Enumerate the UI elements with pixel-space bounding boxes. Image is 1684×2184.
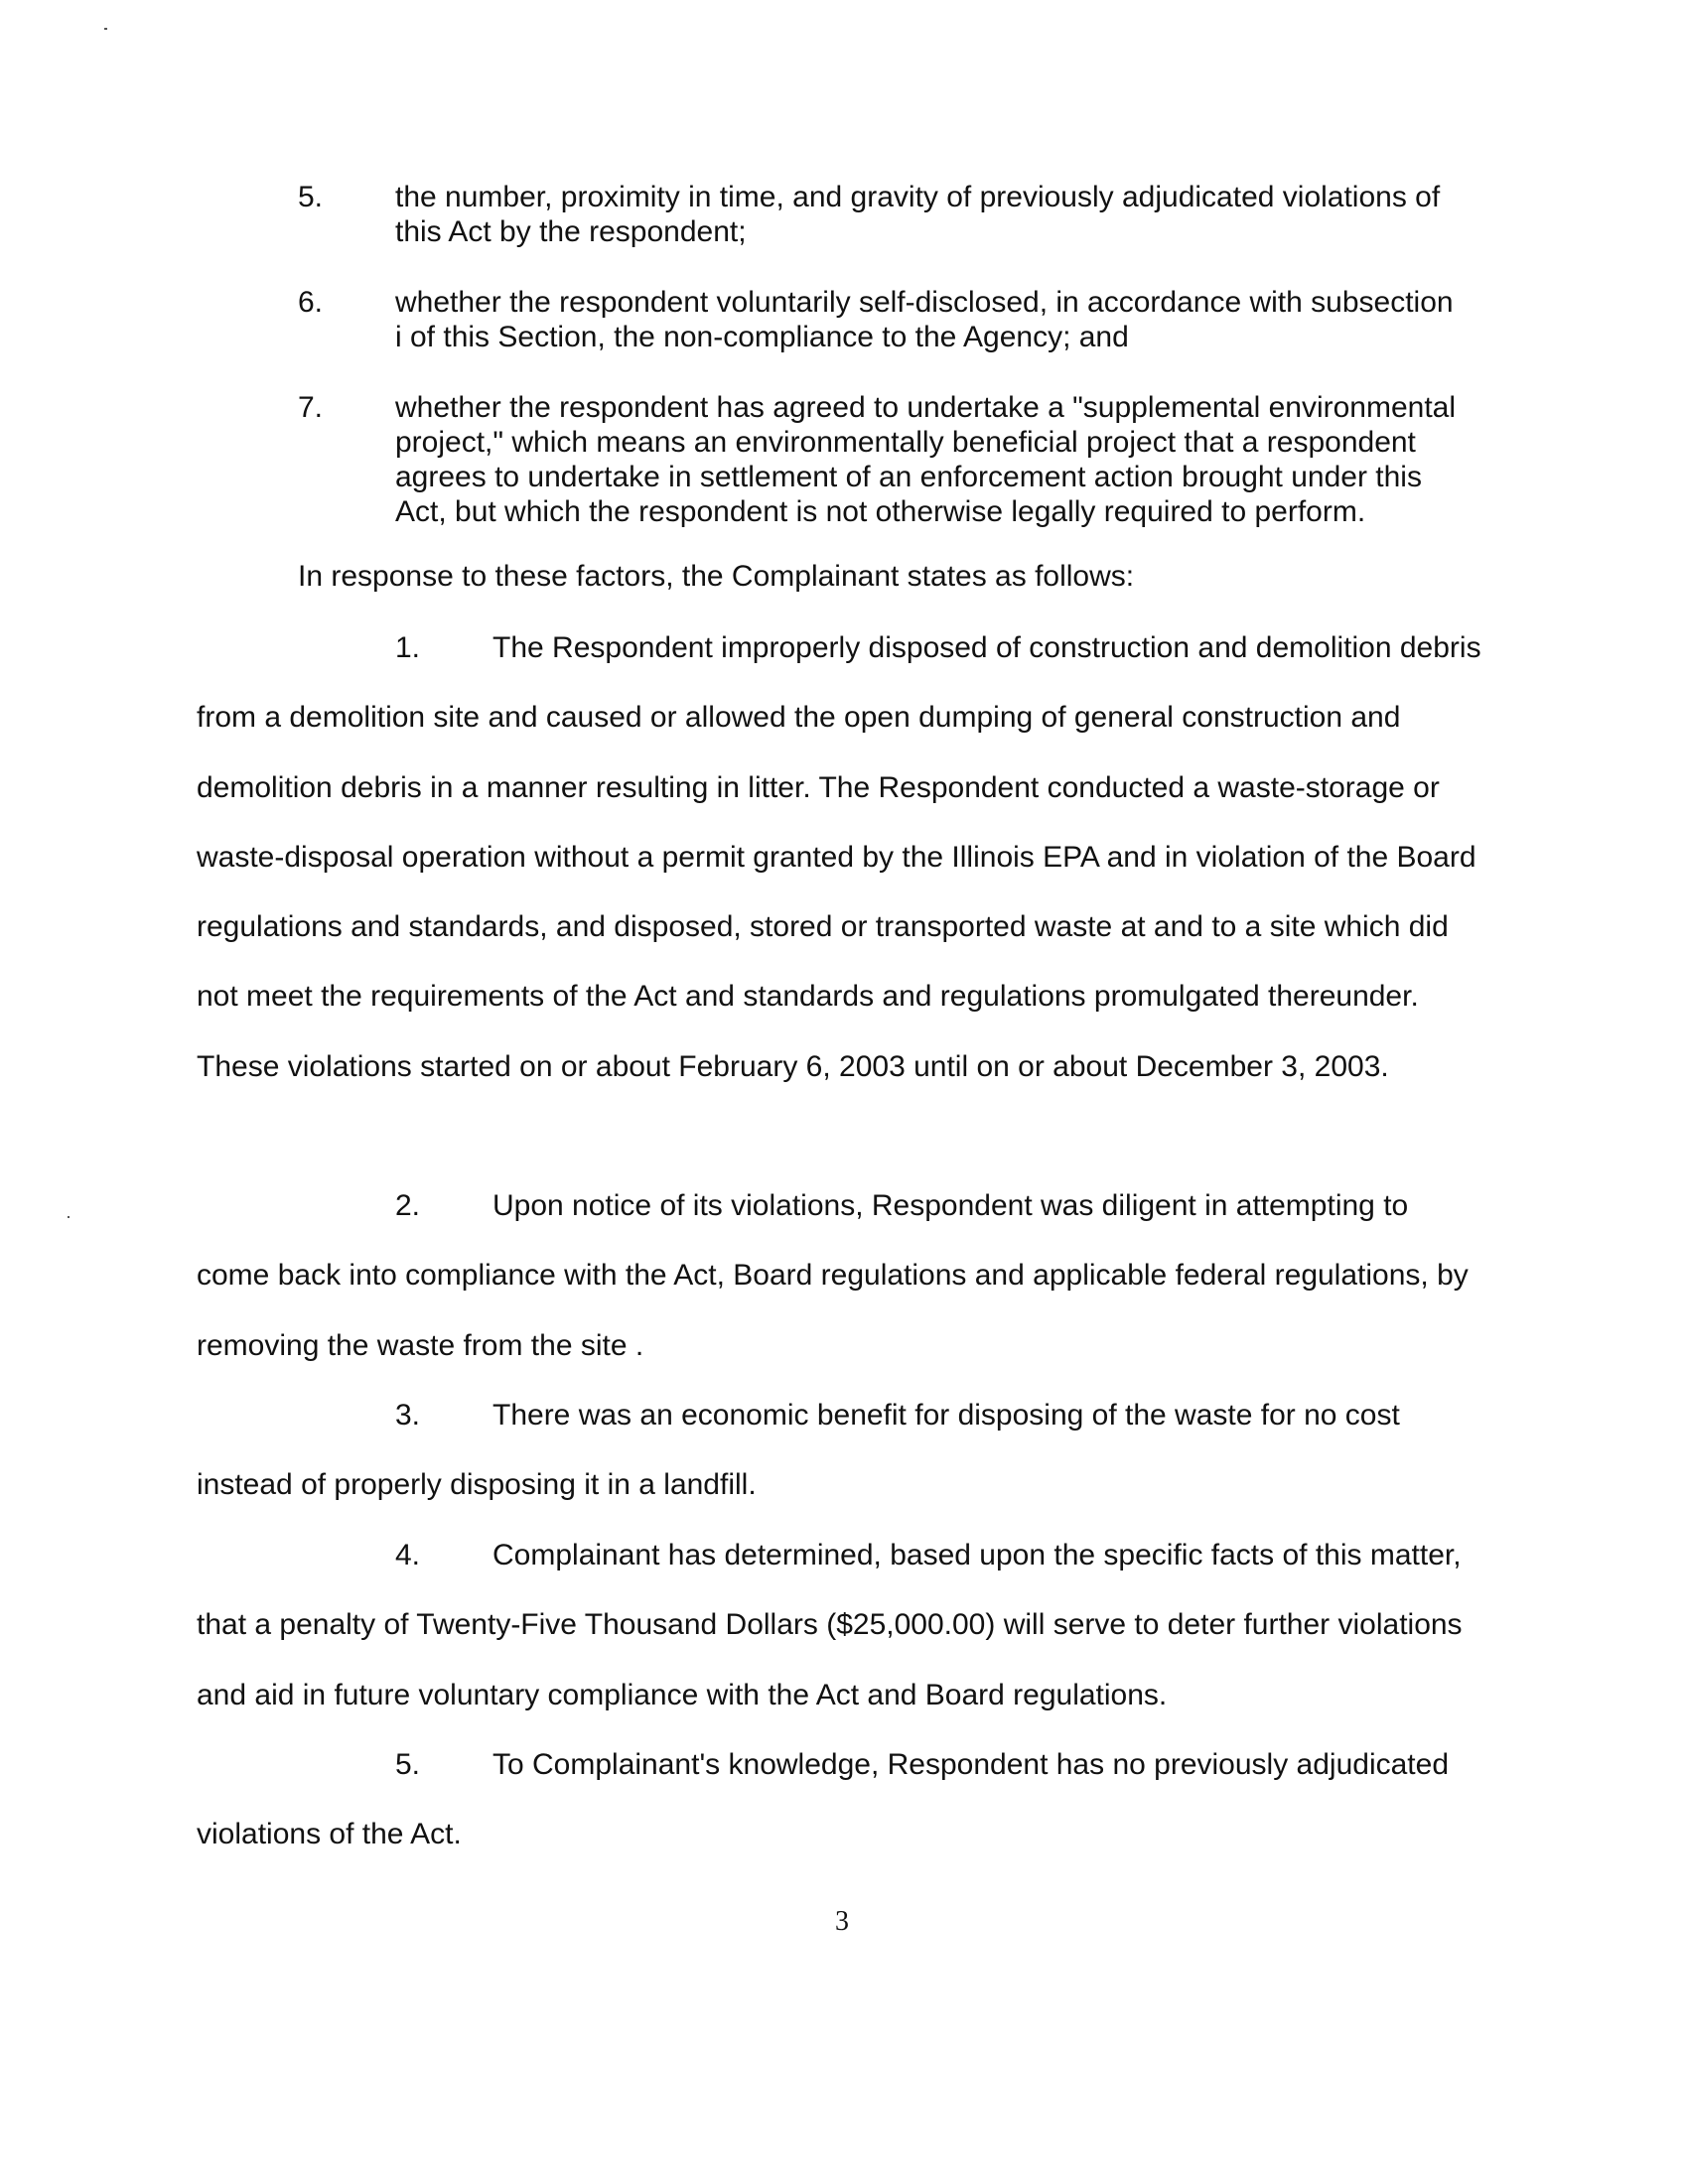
response-paragraph <box>197 1171 1487 1381</box>
response-paragraph <box>197 1521 1487 1730</box>
response-number: 4. <box>395 1539 421 1571</box>
factor-number: 7. <box>298 391 324 424</box>
response-paragraph <box>197 1730 1487 1870</box>
factor-text: whether the respondent has agreed to undertake a "supplemental environmental project," which means an environmentally beneficial project that a respondent agrees to undertake in settlement of an enforcement action brought under this Act, but which the respondent is not otherwise legally required to perform. <box>395 391 1457 528</box>
response-number: 2. <box>395 1189 421 1222</box>
response-number: 5. <box>395 1748 421 1781</box>
response-paragraph <box>197 1381 1487 1521</box>
page-number: 3 <box>835 1906 849 1937</box>
scan-speck <box>104 28 107 30</box>
factor-number: 6. <box>298 286 324 319</box>
response-text: Upon notice of its violations, Respondent was diligent in attempting to come back into compliance with the Act, Board regulations and applicable federal regulations, by removing the waste from the site . <box>197 1189 1469 1362</box>
response-number: 3. <box>395 1399 421 1432</box>
response-text: Complainant has determined, based upon the specific facts of this matter, that a penalty of Twenty-Five Thousand Dollars ($25,000.00) will serve to deter further violations and aid in future voluntary compliance with the Act and Board regulations. <box>197 1539 1463 1711</box>
response-text: There was an economic benefit for disposing of the waste for no cost instead of properly disposing it in a landfill. <box>197 1399 1400 1502</box>
factor-text: the number, proximity in time, and gravity of previously adjudicated violations of this Act by the respondent; <box>395 181 1441 248</box>
response-number: 1. <box>395 631 421 664</box>
scan-speck <box>68 1216 70 1218</box>
response-text: The Respondent improperly disposed of construction and demolition debris from a demolition site and caused or allowed the open dumping of general construction and demolition debris in a manner resulting in litter. The Respondent conducted a waste-storage or waste-disposal operation without a permit granted by the Illinois EPA and in violation of the Board regulations and standards, and disposed, stored or transported waste at and to a site which did not meet the requirements of the Act and standards and regulations promulgated thereunder. These violations started on or about February 6, 2003 until on or about December 3, 2003. <box>197 631 1481 1083</box>
intro-statement: In response to these factors, the Complainant states as follows: <box>298 560 1135 593</box>
factor-text: whether the respondent voluntarily self-disclosed, in accordance with subsection i of this Section, the non-compliance to the Agency; and <box>395 286 1454 353</box>
response-paragraph <box>197 614 1487 1102</box>
response-text: To Complainant's knowledge, Respondent has no previously adjudicated violations of the Act. <box>197 1748 1450 1851</box>
factor-number: 5. <box>298 181 324 213</box>
